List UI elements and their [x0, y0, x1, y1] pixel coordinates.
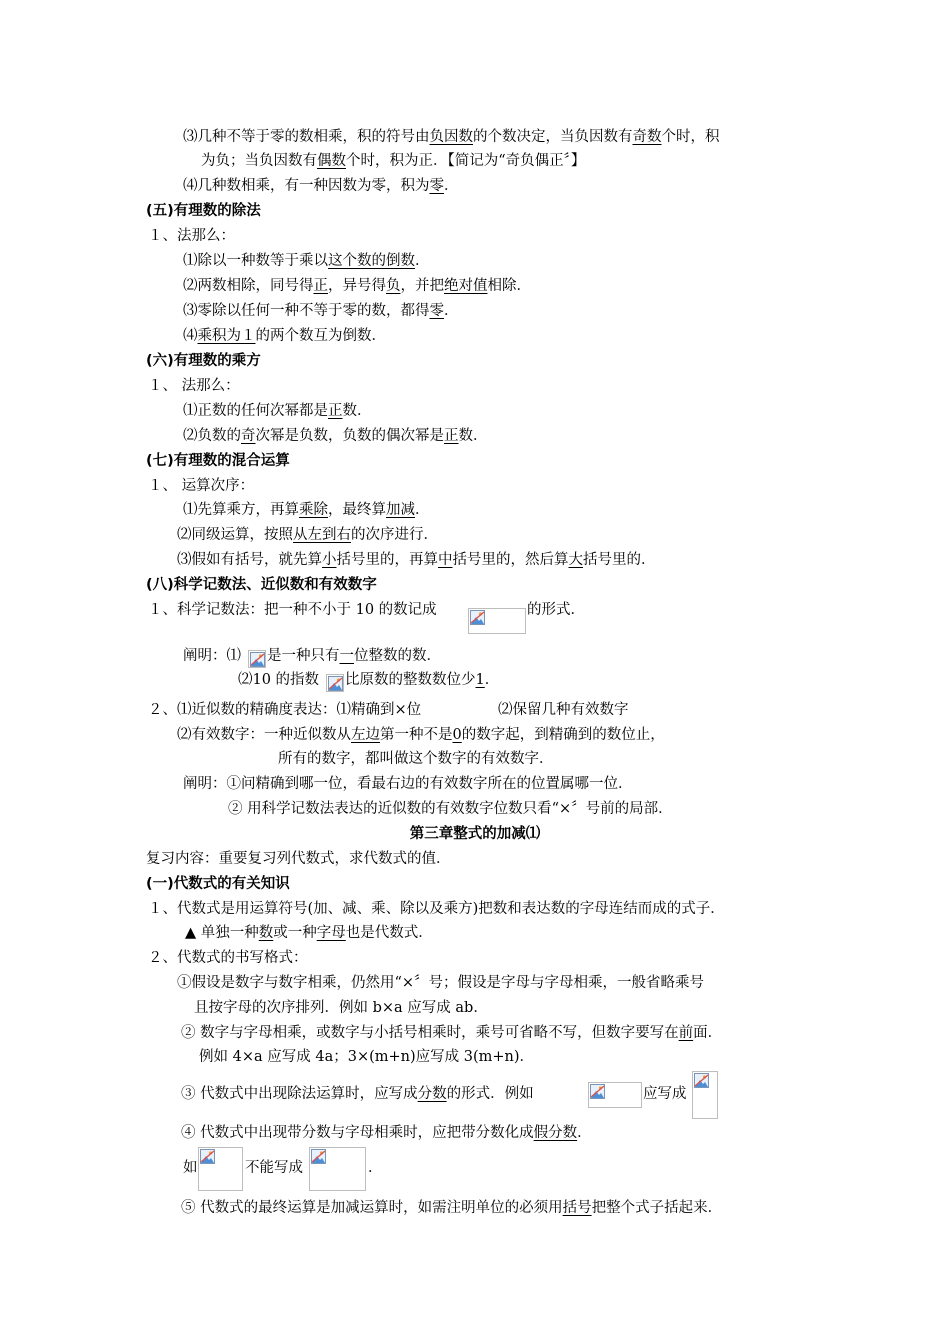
- underlined-term: 正: [313, 278, 328, 294]
- text: ④ 代数式中出现带分数与字母相乘时，应把带分数化成: [181, 1125, 534, 1141]
- sci-note-3: 阐明：①问精确到哪一位，看最右边的有效数字所在的位置属哪一位．: [183, 776, 633, 792]
- formula-image: [248, 650, 266, 668]
- text: ② 数字与字母相乘，或数字与小括号相乘时，乘号可省略不写，但数字要写在: [181, 1025, 679, 1041]
- algebraic-rule-2: ２、代数式的书写格式：: [148, 950, 308, 966]
- text: 括号里的．: [583, 552, 656, 568]
- underlined-term: 左边: [351, 727, 380, 743]
- formula-image: [326, 674, 344, 692]
- text: ，最终算: [328, 502, 386, 518]
- text: 位整数的数．: [354, 648, 441, 664]
- text: ⑴除以一种数等于乘以: [183, 253, 328, 269]
- underlined-term: 字母: [316, 925, 346, 941]
- mult-rule-3-cont: [201, 151, 585, 171]
- sci-note-4: ② 用科学记数法表达的近似数的有效数字位数只看“×〞号前的局部．: [228, 801, 673, 817]
- text: ⑶零除以任何一种不等于零的数，都得: [183, 303, 430, 319]
- text: ⑶假如有括号，就先算: [177, 552, 322, 568]
- underlined-term: 这个数的倒数: [328, 253, 415, 269]
- text: 括号里的，再算: [336, 552, 438, 568]
- division-law-label: １、法那么：: [148, 228, 235, 244]
- underlined-term: 前: [678, 1025, 694, 1041]
- format-rule-3: [181, 1084, 534, 1104]
- underlined-term: 分数: [417, 1086, 447, 1102]
- sci-rule-2-b: ⑵保留几种有效数字: [498, 702, 629, 718]
- text: ．: [415, 502, 430, 518]
- division-rule-3: [183, 301, 459, 321]
- sci-rule-1-tail: 的形式．: [527, 602, 585, 618]
- text: 数．: [342, 403, 372, 419]
- division-rule-2: [183, 276, 531, 296]
- underlined-term: 偶数: [317, 153, 346, 169]
- text: 为负；当负因数有: [201, 153, 317, 169]
- format-rule-4-example: 如: [183, 1160, 198, 1176]
- text: ，异号得: [328, 278, 386, 294]
- text: ③ 代数式中出现除法运算时，应写成: [181, 1086, 418, 1102]
- underlined-term: 中: [438, 552, 453, 568]
- mult-rule-4: [183, 176, 459, 196]
- algebraic-rule-note: [185, 923, 433, 943]
- format-rule-2: [181, 1023, 722, 1043]
- text: 阐明：⑴: [183, 648, 241, 664]
- broken-image-icon: [589, 1083, 606, 1100]
- format-rule-4: [181, 1123, 592, 1143]
- text: ⑴先算乘方，再算: [183, 502, 299, 518]
- underlined-term: 加减: [386, 502, 415, 518]
- text: ⑵两数相除，同号得: [183, 278, 314, 294]
- format-rule-5: [181, 1198, 722, 1218]
- text: ⑶几种不等于零的数相乘，积的符号由: [183, 129, 430, 145]
- text: 的形式．例如: [446, 1086, 534, 1102]
- format-rule-3-tail: 应写成: [643, 1086, 687, 1102]
- sci-note-2: [238, 670, 319, 690]
- mixed-rule-1: [183, 500, 430, 520]
- format-rule-1: ①假设是数字与数字相乘，仍然用“×〞号；假设是字母与字母相乘，一般省略乘号: [177, 975, 705, 991]
- section-heading-algebraic: (一)代数式的有关知识: [146, 876, 290, 892]
- mixed-rule-2: [177, 525, 438, 545]
- mixed-order-label: １、 运算次序：: [148, 478, 255, 494]
- formula-image: [309, 1147, 366, 1191]
- broken-image-icon: [249, 651, 266, 668]
- underlined-term: 假分数: [533, 1125, 578, 1141]
- formula-image: [198, 1147, 243, 1191]
- text: 个时，积: [661, 129, 720, 145]
- sci-rule-3-cont: 所有的数字，都叫做这个数字的有效数字．: [278, 751, 554, 767]
- format-rule-1-cont: 且按字母的次序排列．例如 b×a 应写成 ab．: [194, 1000, 488, 1016]
- text: 的个数决定，当负因数有: [473, 129, 633, 145]
- underlined-term: 数: [258, 925, 274, 941]
- text: ⑤ 代数式的最终运算是加减运算时，如需注明单位的必须用: [181, 1200, 563, 1216]
- underlined-term: 负: [386, 278, 401, 294]
- text: 面．: [693, 1025, 723, 1041]
- formula-image: [692, 1071, 718, 1119]
- text: ▲ 单独一种: [185, 925, 259, 941]
- text: 括号里的，然后算: [452, 552, 569, 568]
- text: １、科学记数法：把一种不小于 10 的数记成: [148, 602, 437, 618]
- underlined-term: 1: [475, 672, 485, 688]
- underlined-term: 乘积为１: [197, 328, 256, 344]
- text: ，并把: [400, 278, 444, 294]
- underlined-term: 奇: [241, 428, 256, 444]
- text: 数．: [458, 428, 488, 444]
- format-rule-2-example: 例如 4×a 应写成 4a；3×(m+n)应写成 3(m+n)．: [199, 1049, 535, 1065]
- underlined-term: 括号: [562, 1200, 592, 1216]
- underlined-term: 零: [429, 303, 444, 319]
- text: ⑴正数的任何次幂都是: [183, 403, 328, 419]
- underlined-term: 一: [339, 648, 354, 664]
- power-law-label: １、 法那么：: [148, 378, 240, 394]
- text: 的次序进行．: [351, 527, 438, 543]
- text: 或一种: [273, 925, 317, 941]
- broken-image-icon: [310, 1148, 327, 1165]
- sci-note-1-tail: [267, 646, 441, 666]
- division-rule-1: [183, 251, 430, 271]
- text: 个时，积为正．【简记为“奇负偶正〞】: [346, 153, 586, 169]
- text: ．: [415, 253, 430, 269]
- text: 的数字起，到精确到的数位止，: [461, 727, 665, 743]
- text: ⑵10 的指数: [238, 672, 320, 688]
- algebraic-rule-1: １、代数式是用运算符号(加、减、乘、除以及乘方)把数和表达数的字母连结而成的式子．: [148, 901, 725, 917]
- sci-rule-1: [148, 600, 437, 620]
- text: ．: [444, 303, 459, 319]
- text: ⑷几种数相乘，有一种因数为零，积为: [183, 178, 430, 194]
- mixed-rule-3: [177, 550, 656, 570]
- format-rule-4-end: ．: [368, 1160, 383, 1176]
- text: 相除．: [487, 278, 531, 294]
- broken-image-icon: [199, 1148, 216, 1165]
- text: 的两个数互为倒数．: [255, 328, 386, 344]
- text: ２、⑴近似数的精确度表达：⑴精确到×位: [148, 702, 422, 718]
- text: 次幂是负数，负数的偶次幂是: [255, 428, 444, 444]
- broken-image-icon: [693, 1072, 710, 1089]
- division-rule-4: [183, 326, 386, 346]
- sci-rule-2: [148, 700, 421, 720]
- broken-image-icon: [469, 609, 486, 626]
- text: 是一种只有: [267, 648, 340, 664]
- underlined-term: 0: [452, 727, 462, 743]
- text: 第一种不是: [380, 727, 453, 743]
- underlined-term: 绝对值: [444, 278, 488, 294]
- formula-image: [468, 608, 526, 634]
- power-rule-1: [183, 401, 372, 421]
- underlined-term: 乘除: [299, 502, 328, 518]
- underlined-term: 从左到右: [293, 527, 351, 543]
- mult-rule-3: [183, 127, 720, 147]
- text: ⑵同级运算，按照: [177, 527, 293, 543]
- sci-rule-3: [177, 725, 665, 745]
- section-heading-power: (六)有理数的乘方: [146, 353, 261, 369]
- formula-image: [588, 1082, 642, 1108]
- review-content: 复习内容：重要复习列代数式，求代数式的值．: [146, 851, 451, 867]
- underlined-term: 小: [322, 552, 337, 568]
- underlined-term: 正: [328, 403, 343, 419]
- section-heading-scientific: (八)科学记数法、近似数和有效数字: [146, 577, 377, 593]
- section-heading-mixed: (七)有理数的混合运算: [146, 453, 290, 469]
- sci-note-2-tail: [345, 670, 499, 690]
- text: ．: [444, 178, 459, 194]
- underlined-term: 奇数: [632, 129, 662, 145]
- broken-image-icon: [327, 675, 344, 692]
- underlined-term: 大: [568, 552, 583, 568]
- power-rule-2: [183, 426, 488, 446]
- sci-note-1: [183, 646, 241, 666]
- chapter-title: 第三章整式的加减⑴: [409, 826, 541, 842]
- text: ⑷: [183, 328, 198, 344]
- text: ⑵有效数字：一种近似数从: [177, 727, 351, 743]
- underlined-term: 零: [429, 178, 444, 194]
- text: ．: [484, 672, 500, 688]
- text: 把整个式子括起来．: [591, 1200, 723, 1216]
- text: 比原数的整数数位少: [345, 672, 476, 688]
- text: ⑵负数的: [183, 428, 241, 444]
- section-heading-division: (五)有理数的除法: [146, 203, 261, 219]
- text: ．: [577, 1125, 592, 1141]
- text: 也是代数式．: [345, 925, 433, 941]
- underlined-term: 负因数: [429, 129, 473, 145]
- underlined-term: 正: [444, 428, 459, 444]
- format-rule-4-mid: 不能写成: [245, 1160, 303, 1176]
